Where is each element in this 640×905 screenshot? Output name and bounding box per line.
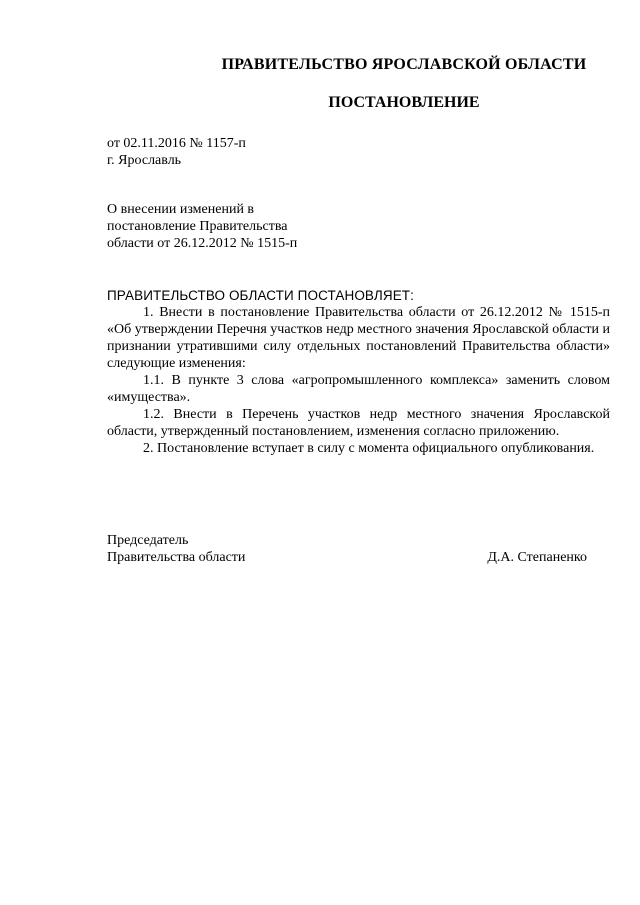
preamble: ПРАВИТЕЛЬСТВО ОБЛАСТИ ПОСТАНОВЛЯЕТ: [107,288,414,303]
paragraph-1-2: 1.2. Внести в Перечень участков недр местного значения Ярославской области, утвержденный постановлением, изменения согласно приложению. [107,407,610,439]
date-number: от 02.11.2016 № 1157-п [107,136,246,151]
subject-line: О внесении изменений в [107,202,255,217]
document-body [107,287,610,457]
paragraph-1-1: 1.1. В пункте 3 слова «агропромышленного комплекса» заменить словом «имущества». [107,373,610,405]
subject-line: области от 26.12.2012 № 1515-п [107,236,298,251]
document-meta [107,135,246,169]
signature-block [107,532,587,566]
subject-line: постановление Правительства [107,219,288,234]
paragraph-2: 2. Постановление вступает в силу с момента официального опубликования. [143,441,595,456]
government-title: ПРАВИТЕЛЬСТВО ЯРОСЛАВСКОЙ ОБЛАСТИ [221,56,587,73]
signatory-name: Д.А. Степаненко [487,550,587,565]
signatory-position: Председатель [107,533,189,548]
document-subject [107,201,297,252]
paragraph-1: 1. Внести в постановление Правительства области от 26.12.2012 № 1515-п «Об утверждении Перечня участков недр местного значения Ярославской области и признании утратившими силу отдельных постановлений Правительства области» следующие изменения: [107,305,610,371]
document-type-title: ПОСТАНОВЛЕНИЕ [328,94,480,111]
city: г. Ярославль [107,153,182,168]
signatory-position-cont: Правительства области [107,550,246,565]
